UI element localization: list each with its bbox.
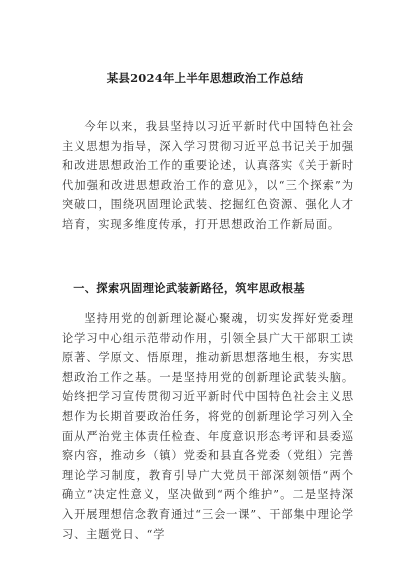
section-1-heading: 一、探索巩固理论武装新路径，筑牢思政根基 bbox=[73, 282, 305, 295]
document-title: 某县2024年上半年思想政治工作总结 bbox=[106, 71, 304, 85]
section-1-paragraph: 坚持用党的创新理论凝心聚魂，切实发挥好党委理论学习中心组示范带动作用，引领全县广大干部职工读原著、学原文、悟原理，推动新思想落地生根，夯实思想政治工作之基。一是坚持用党的创新理论武装头脑。始终把学习宣传贯彻习近平新时代中国特色社会主义思想作为长期首要政治任务，将党的创新理论学习列入全面从严治党主体责任检查、年度意识形态考评和县委巡察内容，推动乡（镇）党委和县直各党委（党组）完善理论学习制度，教育引导广大党员干部深刻领悟“两个确立”决定性意义，坚决做到“两个维护”。二是坚持深入开展理想信念教育通过“三会一课”、干部集中理论学习、主题党日、“学 bbox=[62, 312, 354, 541]
intro-paragraph: 今年以来，我县坚持以习近平新时代中国特色社会主义思想为指导，深入学习贯彻习近平总书记关于加强和改进思想政治工作的重要论述，认真落实《关于新时代加强和改进思想政治工作的意见》，以“三个探索”为突破口，围绕巩固理论武装、挖掘红色资源、强化人才培育，实现多维度传承，打开思想政治工作新局面。 bbox=[62, 120, 354, 231]
